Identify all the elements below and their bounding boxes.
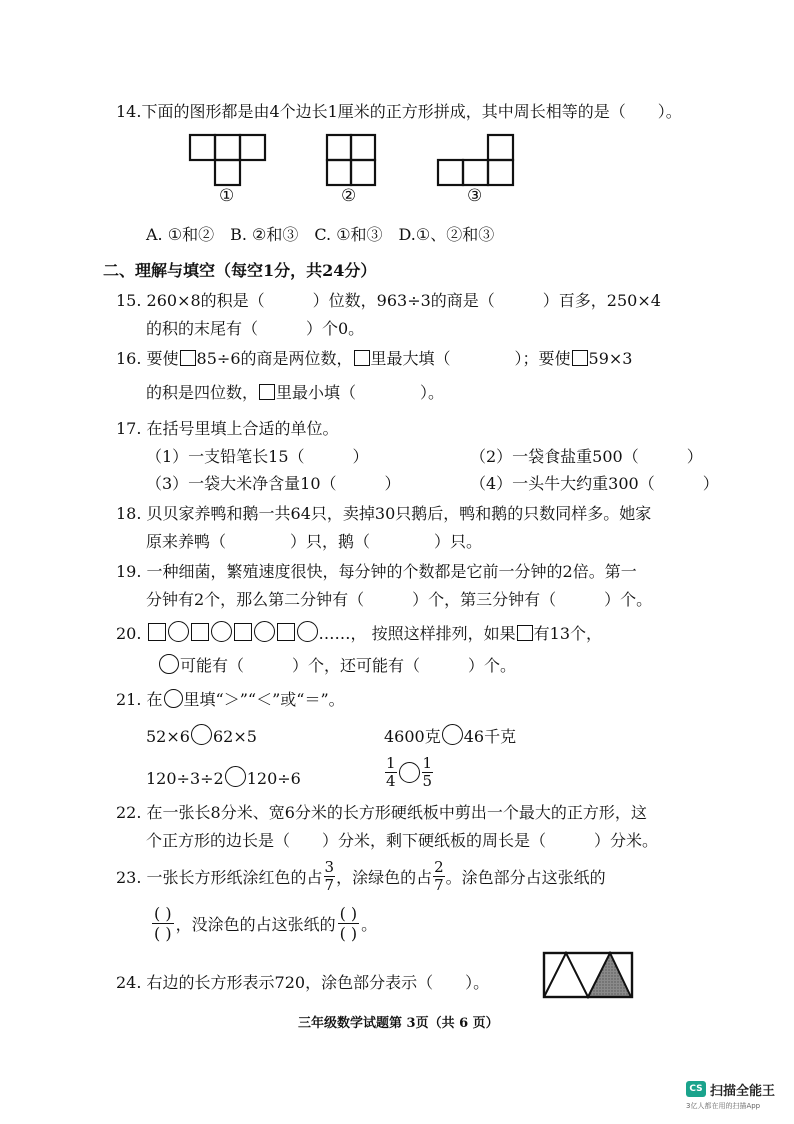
question-20-line-2: 可能有（ ）个，还可能有（ ）个。 (158, 654, 516, 677)
question-15-line-2: 的积的末尾有（ ）个0。 (146, 319, 365, 338)
section-2-title: 二、理解与填空（每空1分，共24分） (103, 261, 377, 280)
question-17-item-4: （4）一头牛大约重300（ ） (470, 474, 719, 493)
fraction: $\frac{1}{4}$ (386, 754, 396, 790)
question-18-line-1: 18. 贝贝家养鸭和鹅一共64只，卖掉30只鹅后，鸭和鹅的只数同样多。她家 (116, 504, 652, 523)
blank-fraction: ( ) ( ) (339, 904, 358, 943)
fraction: $\frac{1}{5}$ (422, 754, 433, 790)
pattern-circle (168, 621, 189, 642)
compare-c: 120÷3÷2 120÷6 (146, 766, 301, 790)
scanner-tagline: 3亿人都在用的扫描App (686, 1102, 761, 1110)
question-17-item-3: （3）一袋大米净含量10（ ） (146, 474, 401, 493)
question-22-line-2: 个正方形的边长是（ ）分米，剩下硬纸板的周长是（ ）分米。 (146, 831, 659, 850)
blank-square (180, 350, 196, 366)
question-16-line-1: 16. 要使 85÷6的商是两位数， 里最大填（ ）；要使 59×3 (116, 349, 633, 368)
pattern-circle (254, 621, 275, 642)
blank-fraction: ( ) ( ) (154, 904, 172, 943)
figure-3 (436, 133, 516, 187)
question-15-line-1: 15. 260×8的积是（ ）位数，963÷3的商是（ ）百多，250×4 (116, 291, 661, 310)
compare-b: 4600克 46千克 (384, 724, 516, 748)
pattern-square (234, 623, 252, 641)
compare-circle (399, 762, 420, 783)
figure-1-label: ① (219, 186, 235, 206)
blank-square (517, 625, 533, 641)
blank-square (354, 350, 370, 366)
figure-2 (325, 133, 377, 187)
figure-2-label: ② (341, 186, 357, 206)
question-19-line-1: 19. 一种细菌，繁殖速度很快，每分钟的个数都是它前一分钟的2倍。第一 (116, 562, 637, 581)
compare-a: 52×6 62×5 (146, 724, 257, 748)
pattern-circle (297, 621, 318, 642)
question-23-line-2: ( ) ( ) ，没涂色的占这张纸的 ( ) ( ) 。 (154, 904, 378, 943)
page-footer: 三年级数学试题第 3页（共 6 页） (298, 1016, 499, 1031)
fraction-green: $\frac{2}{7}$ (434, 858, 444, 894)
compare-d (384, 756, 434, 789)
question-14-options: A. ①和② B. ②和③ C. ①和③ D.①、②和③ (146, 225, 495, 244)
question-20-line-1: 20. ……， 按照这样排列，如果 有13个， (116, 621, 602, 645)
pattern-square (191, 623, 209, 641)
question-23-line-1: 23. 一张长方形纸涂红色的占 $\frac{3}{7}$ ，涂绿色的占 $\frac{2}{7}$ 。涂色部分占这张纸的 (116, 858, 606, 894)
compare-circle (191, 724, 212, 745)
figure-3-label: ③ (467, 186, 483, 206)
blank-square (259, 384, 275, 400)
question-21: 21. 在 里填“＞”“＜”或“＝”。 (116, 690, 345, 709)
question-17-item-1: （1）一支铅笔长15（ ） (146, 447, 369, 466)
question-22-line-1: 22. 在一张长8分米、宽6分米的长方形硬纸板中剪出一个最大的正方形，这 (116, 803, 647, 822)
question-16-line-2: 的积是四位数， 里最小填（ ）。 (146, 383, 445, 402)
question-17: 17. 在括号里填上合适的单位。 (116, 419, 339, 438)
scanner-logo: CS (686, 1081, 706, 1097)
pattern-square (148, 623, 166, 641)
shaded-rectangle-figure (542, 951, 634, 999)
question-19-line-2: 分钟有2个，那么第二分钟有（ ）个，第三分钟有（ ）个。 (146, 590, 653, 609)
scanner-brand-name: 扫描全能王 (710, 1084, 776, 1099)
pattern-square (277, 623, 295, 641)
figure-1 (188, 133, 268, 187)
compare-circle (225, 766, 246, 787)
compare-circle (442, 724, 463, 745)
fraction-red: $\frac{3}{7}$ (324, 858, 335, 894)
blank-circle (164, 689, 183, 708)
blank-circle (159, 654, 179, 674)
question-14: 14.下面的图形都是由4个边长1厘米的正方形拼成，其中周长相等的是（ ）。 (116, 102, 682, 121)
pattern-circle (211, 621, 232, 642)
question-24: 24. 右边的长方形表示720，涂色部分表示（ ）。 (116, 973, 490, 992)
question-18-line-2: 原来养鸭（ ）只，鹅（ ）只。 (146, 532, 483, 551)
blank-square (572, 350, 588, 366)
question-17-item-2: （2）一袋食盐重500（ ） (470, 447, 703, 466)
